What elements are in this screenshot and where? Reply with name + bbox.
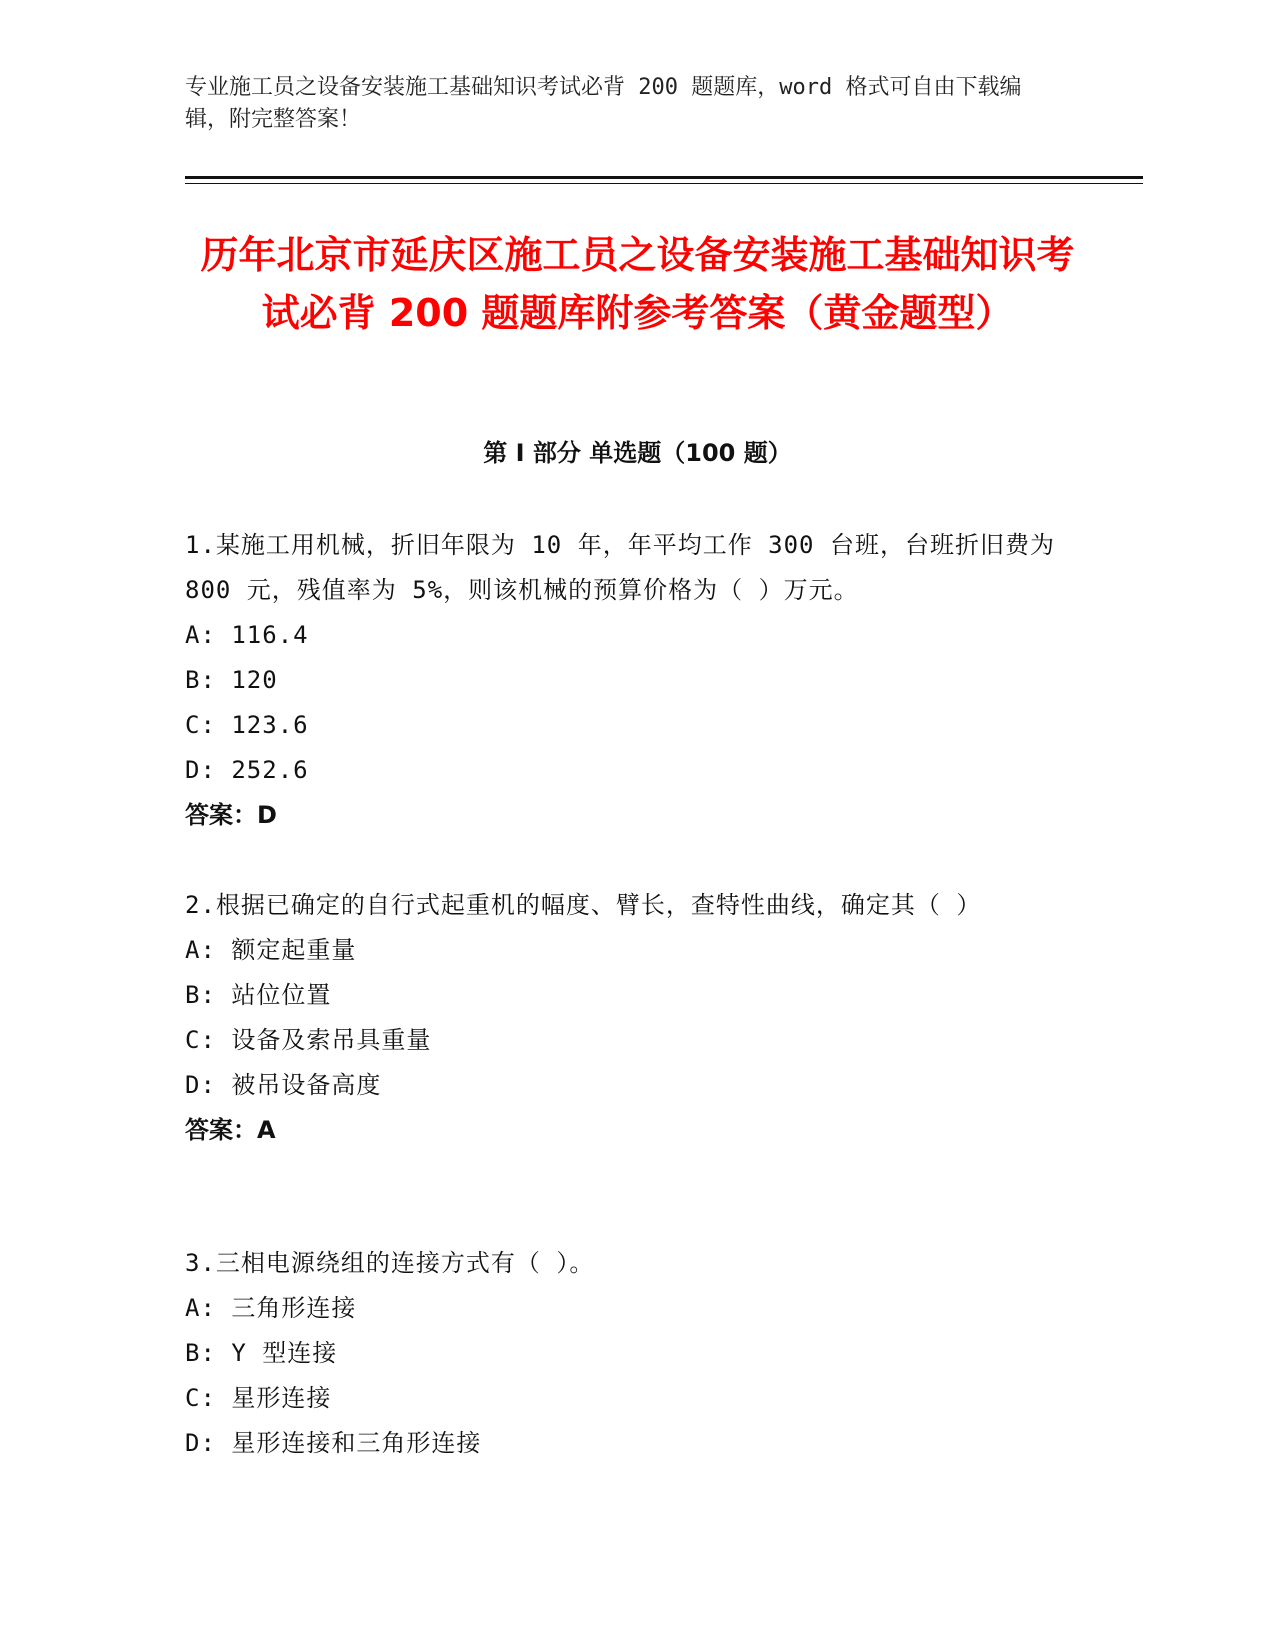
option-b: B: 站位位置 (185, 981, 332, 1009)
option-c: C: 星形连接 (185, 1384, 332, 1412)
question-stem: 1.某施工用机械，折旧年限为 10 年，年平均工作 300 台班，台班折旧费为 800 元，残值率为 5%，则该机械的预算价格为（ ）万元。 (185, 531, 1055, 604)
option-a: A: 额定起重量 (185, 936, 357, 964)
document-title: 历年北京市延庆区施工员之设备安装施工基础知识考试必背 200 题题库附参考答案（黄金题型） (200, 233, 1075, 335)
question-1 (185, 523, 1085, 838)
option-d: D: 252.6 (185, 756, 309, 784)
question-stem: 2.根据已确定的自行式起重机的幅度、臂长，查特性曲线，确定其（ ） (185, 891, 982, 919)
question-stem: 3.三相电源绕组的连接方式有（ ）。 (185, 1249, 595, 1277)
option-c: C: 123.6 (185, 711, 309, 739)
header-divider-thick (185, 176, 1143, 179)
answer-line: 答案：D (185, 801, 277, 829)
answer-line: 答案：A (185, 1116, 276, 1144)
option-d: D: 被吊设备高度 (185, 1071, 382, 1099)
header-divider-thin (185, 183, 1143, 184)
question-3 (185, 1241, 1085, 1466)
option-a: A: 116.4 (185, 621, 309, 649)
option-c: C: 设备及索吊具重量 (185, 1026, 432, 1054)
option-d: D: 星形连接和三角形连接 (185, 1429, 482, 1457)
header-note: 专业施工员之设备安装施工基础知识考试必背 200 题题库，word 格式可自由下载编辑，附完整答案！ (185, 75, 1022, 132)
question-2 (185, 883, 1085, 1153)
option-b: B: Y 型连接 (185, 1339, 338, 1367)
section-heading: 第 I 部分 单选题（100 题） (483, 439, 792, 467)
option-a: A: 三角形连接 (185, 1294, 357, 1322)
option-b: B: 120 (185, 666, 278, 694)
